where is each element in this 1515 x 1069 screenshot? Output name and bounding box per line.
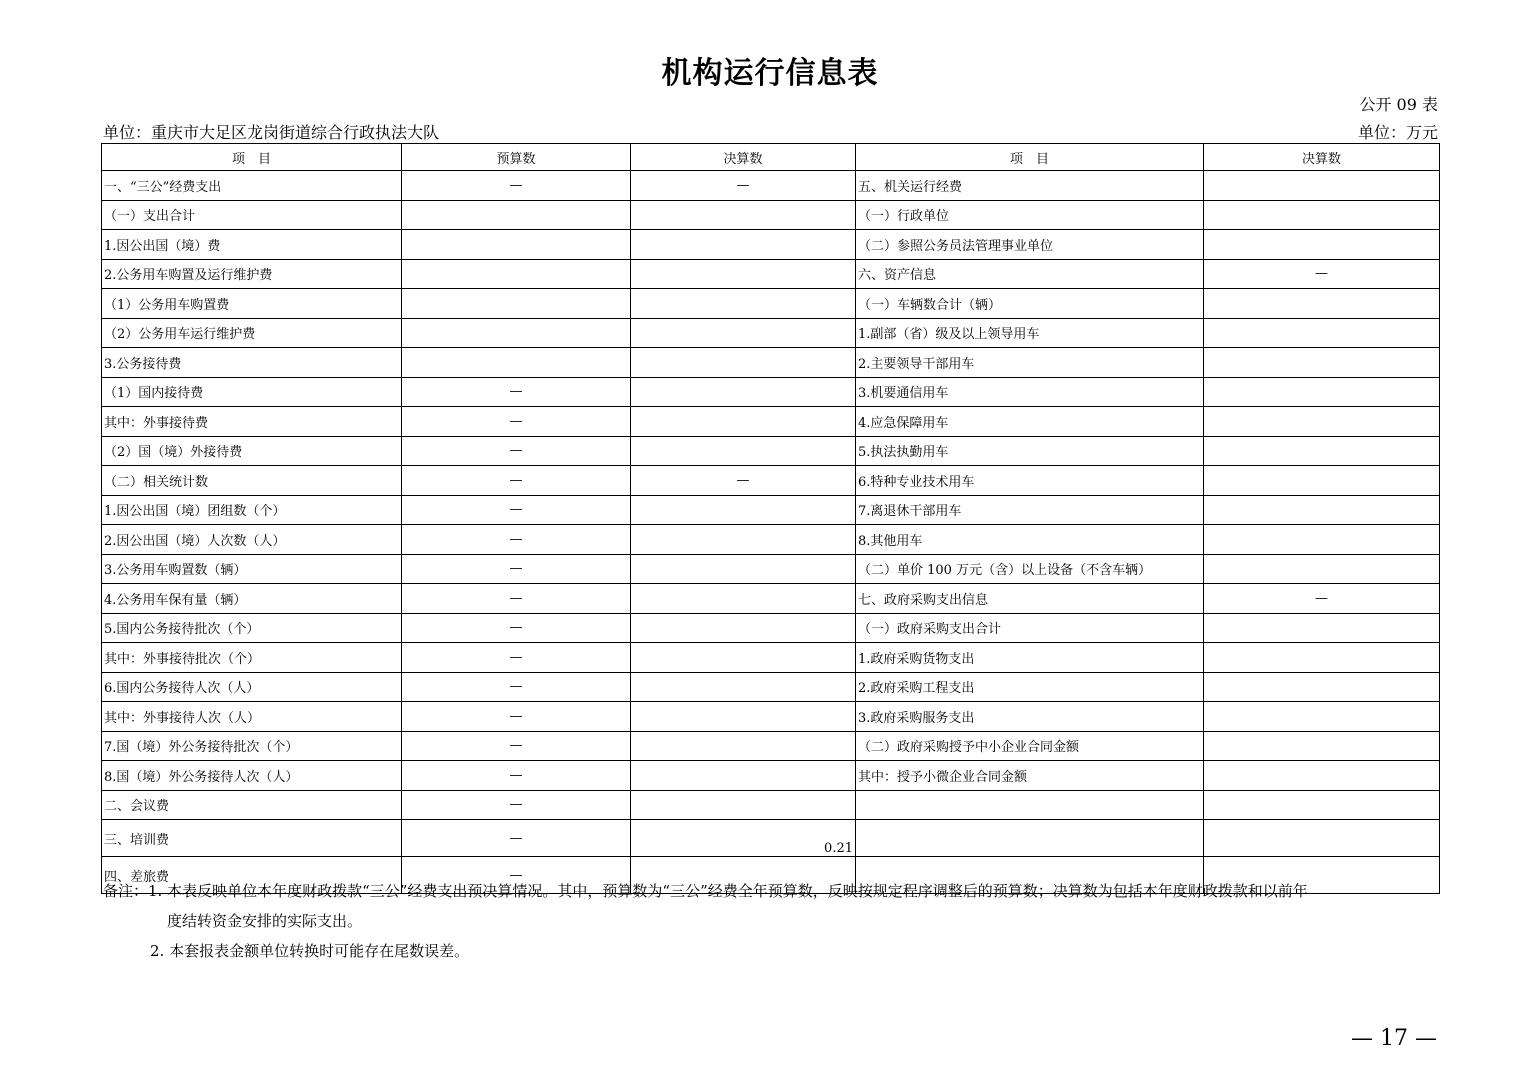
right-item-cell: 七、政府采购支出信息 [856,584,1204,614]
table-row [102,643,1440,673]
right-final-cell [1204,318,1440,348]
right-item-cell: （一）政府采购支出合计 [856,613,1204,643]
right-item-cell: 3.机要通信用车 [856,377,1204,407]
final-cell [631,731,856,761]
header-left-item: 项 目 [102,144,402,171]
final-cell [631,200,856,230]
budget-cell [402,259,631,289]
left-item-cell: （一）支出合计 [102,200,402,230]
right-final-cell [1204,731,1440,761]
right-final-cell [1204,348,1440,378]
right-item-cell: 7.离退休干部用车 [856,495,1204,525]
table-body [102,171,1440,894]
right-final-cell [1204,702,1440,732]
left-item-cell: 2.因公出国（境）人次数（人） [102,525,402,555]
right-final-cell [1204,761,1440,791]
table-row [102,820,1440,857]
final-cell [631,525,856,555]
page-title: 机构运行信息表 [661,56,879,91]
right-item-cell: （二）政府采购授予中小企业合同金额 [856,731,1204,761]
right-final-cell [1204,407,1440,437]
table-row [102,584,1440,614]
right-final-cell [1204,495,1440,525]
table-row [102,525,1440,555]
final-cell: 0.21 [631,820,856,857]
info-table [101,143,1440,894]
left-item-cell: 其中：外事接待批次（个） [102,643,402,673]
note-line-3: 2. 本套报表金额单位转换时可能存在尾数误差。 [150,942,470,960]
right-item-cell: 1.副部（省）级及以上领导用车 [856,318,1204,348]
final-cell [631,289,856,319]
table-row [102,289,1440,319]
note-line-1: 备注：1. 本表反映单位本年度财政拨款“三公”经费支出预决算情况。其中，预算数为“三公”经费全年预算数，反映按规定程序调整后的预算数；决算数为包括本年度财政拨款和以前年 [103,882,1308,900]
final-cell [631,348,856,378]
final-cell [631,761,856,791]
right-final-cell [1204,672,1440,702]
final-cell [631,259,856,289]
left-item-cell: （二）相关统计数 [102,466,402,496]
left-item-cell: 3.公务接待费 [102,348,402,378]
right-final-cell [1204,525,1440,555]
left-item-cell: 二、会议费 [102,790,402,820]
right-final-cell: — [1204,584,1440,614]
budget-cell [402,200,631,230]
final-cell [631,377,856,407]
budget-cell: — [402,790,631,820]
final-cell [631,554,856,584]
left-item-cell: （2）公务用车运行维护费 [102,318,402,348]
final-cell [631,584,856,614]
right-final-cell [1204,171,1440,201]
left-item-cell: 三、培训费 [102,820,402,857]
left-item-cell: 2.公务用车购置及运行维护费 [102,259,402,289]
budget-cell: — [402,643,631,673]
right-item-cell: 8.其他用车 [856,525,1204,555]
budget-cell: — [402,436,631,466]
right-item-cell [856,790,1204,820]
final-cell [631,702,856,732]
right-final-cell [1204,790,1440,820]
left-item-cell: （1）国内接待费 [102,377,402,407]
left-item-cell: 1.因公出国（境）费 [102,230,402,260]
header-right-final: 决算数 [1204,144,1440,171]
final-cell [631,613,856,643]
budget-cell: — [402,495,631,525]
table-row [102,171,1440,201]
right-item-cell: 5.执法执勤用车 [856,436,1204,466]
right-item-cell: 五、机关运行经费 [856,171,1204,201]
right-final-cell: — [1204,259,1440,289]
right-final-cell [1204,466,1440,496]
budget-cell: — [402,407,631,437]
right-final-cell [1204,377,1440,407]
table-row [102,259,1440,289]
final-cell [631,672,856,702]
table-row [102,495,1440,525]
budget-cell: — [402,377,631,407]
right-item-cell [856,820,1204,857]
final-cell: — [631,171,856,201]
right-item-cell: 其中：授予小微企业合同金额 [856,761,1204,791]
note-line-2: 度结转资金安排的实际支出。 [167,912,363,930]
left-item-cell: 1.因公出国（境）团组数（个） [102,495,402,525]
right-final-cell [1204,643,1440,673]
right-item-cell: 4.应急保障用车 [856,407,1204,437]
left-item-cell: 其中：外事接待人次（人） [102,702,402,732]
table-row [102,554,1440,584]
table-row [102,761,1440,791]
final-cell [631,495,856,525]
right-final-cell [1204,554,1440,584]
table-row [102,731,1440,761]
budget-cell: — [402,857,631,894]
left-item-cell: 8.国（境）外公务接待人次（人） [102,761,402,791]
page-number: — 17 — [1351,1026,1437,1051]
table-row [102,790,1440,820]
budget-cell: — [402,554,631,584]
final-cell [631,643,856,673]
header-budget: 预算数 [402,144,631,171]
left-item-cell: 一、“三公”经费支出 [102,171,402,201]
budget-cell: — [402,702,631,732]
table-row [102,702,1440,732]
header-final: 决算数 [631,144,856,171]
table-row [102,318,1440,348]
budget-cell [402,289,631,319]
table-row [102,466,1440,496]
left-item-cell: 3.公务用车购置数（辆） [102,554,402,584]
budget-cell: — [402,613,631,643]
left-item-cell: 其中：外事接待费 [102,407,402,437]
right-final-cell [1204,230,1440,260]
reporting-unit: 单位：重庆市大足区龙岗街道综合行政执法大队 [103,123,440,142]
right-item-cell: （一）车辆数合计（辆） [856,289,1204,319]
right-final-cell [1204,200,1440,230]
table-row [102,348,1440,378]
right-item-cell: （二）参照公务员法管理事业单位 [856,230,1204,260]
table-header-row [102,144,1440,171]
left-item-cell: （2）国（境）外接待费 [102,436,402,466]
budget-cell: — [402,171,631,201]
header-right-item: 项 目 [856,144,1204,171]
budget-cell: — [402,466,631,496]
table-row [102,672,1440,702]
table-row [102,613,1440,643]
right-final-cell [1204,436,1440,466]
left-item-cell: 4.公务用车保有量（辆） [102,584,402,614]
right-item-cell: 6.特种专业技术用车 [856,466,1204,496]
final-cell: — [631,466,856,496]
form-number: 公开 09 表 [1359,95,1438,114]
notes [103,876,1443,966]
table-row [102,200,1440,230]
right-final-cell [1204,289,1440,319]
final-cell [631,790,856,820]
budget-cell: — [402,672,631,702]
left-item-cell: 6.国内公务接待人次（人） [102,672,402,702]
left-item-cell: 四、差旅费 [102,857,402,894]
right-item-cell: （一）行政单位 [856,200,1204,230]
right-item-cell: 六、资产信息 [856,259,1204,289]
right-item-cell: 3.政府采购服务支出 [856,702,1204,732]
budget-cell: — [402,731,631,761]
right-final-cell [1204,820,1440,857]
budget-cell: — [402,525,631,555]
left-item-cell: 7.国（境）外公务接待批次（个） [102,731,402,761]
budget-cell: — [402,820,631,857]
right-final-cell [1204,613,1440,643]
final-cell [631,407,856,437]
final-cell [631,318,856,348]
left-item-cell: 5.国内公务接待批次（个） [102,613,402,643]
table-row [102,377,1440,407]
table-row [102,436,1440,466]
budget-cell: — [402,584,631,614]
table-row [102,230,1440,260]
right-item-cell: 2.政府采购工程支出 [856,672,1204,702]
budget-cell: — [402,761,631,791]
final-cell [631,230,856,260]
currency-unit: 单位：万元 [1357,123,1438,142]
table-row [102,407,1440,437]
right-item-cell: 1.政府采购货物支出 [856,643,1204,673]
right-item-cell: 2.主要领导干部用车 [856,348,1204,378]
final-cell [631,436,856,466]
right-item-cell: （二）单价 100 万元（含）以上设备（不含车辆） [856,554,1204,584]
budget-cell [402,348,631,378]
left-item-cell: （1）公务用车购置费 [102,289,402,319]
budget-cell [402,230,631,260]
budget-cell [402,318,631,348]
